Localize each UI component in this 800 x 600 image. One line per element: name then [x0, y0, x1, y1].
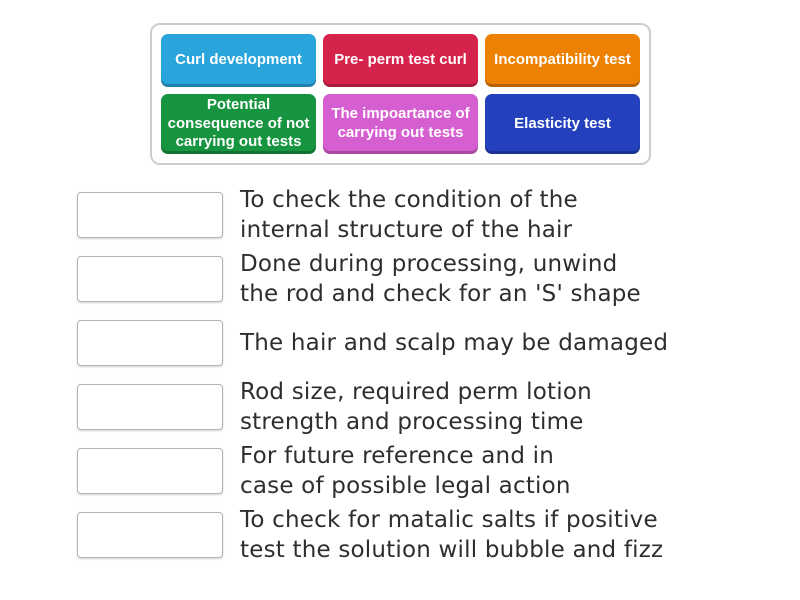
clue-text-6 — [240, 505, 663, 565]
tile-importance-of-tests[interactable] — [323, 94, 478, 154]
drop-zone-6[interactable] — [77, 512, 223, 558]
match-row-1 — [77, 187, 668, 243]
match-rows — [77, 187, 669, 576]
clue-line: Done during processing, unwind — [240, 251, 618, 277]
tile-label: Potential consequence of not carrying out tests — [167, 95, 310, 151]
tile-label: Pre- perm test curl — [334, 51, 467, 68]
clue-line: The hair and scalp may be damaged — [240, 330, 669, 356]
clue-line: case of possible legal action — [240, 473, 571, 499]
tile-label: Curl development — [175, 51, 302, 68]
answer-tile-panel — [150, 23, 651, 165]
match-row-3 — [77, 320, 668, 366]
clue-line: strength and processing time — [240, 409, 584, 435]
tile-label: The impoartance of carrying out tests — [331, 105, 470, 141]
clue-line: test the solution will bubble and fizz — [240, 537, 664, 563]
clue-text-2 — [240, 249, 641, 309]
tile-pre-perm-test-curl[interactable] — [323, 34, 478, 87]
match-row-2 — [77, 251, 668, 307]
clue-text-5 — [240, 441, 571, 501]
clue-line: Rod size, required perm lotion — [240, 379, 592, 405]
clue-text-4 — [240, 377, 592, 437]
match-row-5 — [77, 443, 668, 499]
tile-label: Elasticity test — [514, 114, 611, 132]
drop-zone-2[interactable] — [77, 256, 223, 302]
drop-zone-1[interactable] — [77, 192, 223, 238]
tile-elasticity-test[interactable] — [485, 94, 640, 154]
clue-line: internal structure of the hair — [240, 217, 573, 243]
match-row-6 — [77, 507, 668, 563]
tile-curl-development[interactable] — [161, 34, 316, 87]
drop-zone-4[interactable] — [77, 384, 223, 430]
drop-zone-5[interactable] — [77, 448, 223, 494]
clue-line: To check the condition of the — [240, 187, 578, 213]
tile-label: Incompatibility test — [494, 51, 631, 68]
clue-line: For future reference and in — [240, 443, 555, 469]
tile-incompatibility-test[interactable] — [485, 34, 640, 87]
clue-text-1 — [240, 185, 578, 245]
tile-potential-consequence[interactable] — [161, 94, 316, 154]
match-row-4 — [77, 379, 668, 435]
clue-line: To check for matalic salts if positive — [240, 507, 658, 533]
clue-line: the rod and check for an 'S' shape — [240, 281, 641, 307]
drop-zone-3[interactable] — [77, 320, 223, 366]
clue-text-3 — [240, 328, 668, 358]
